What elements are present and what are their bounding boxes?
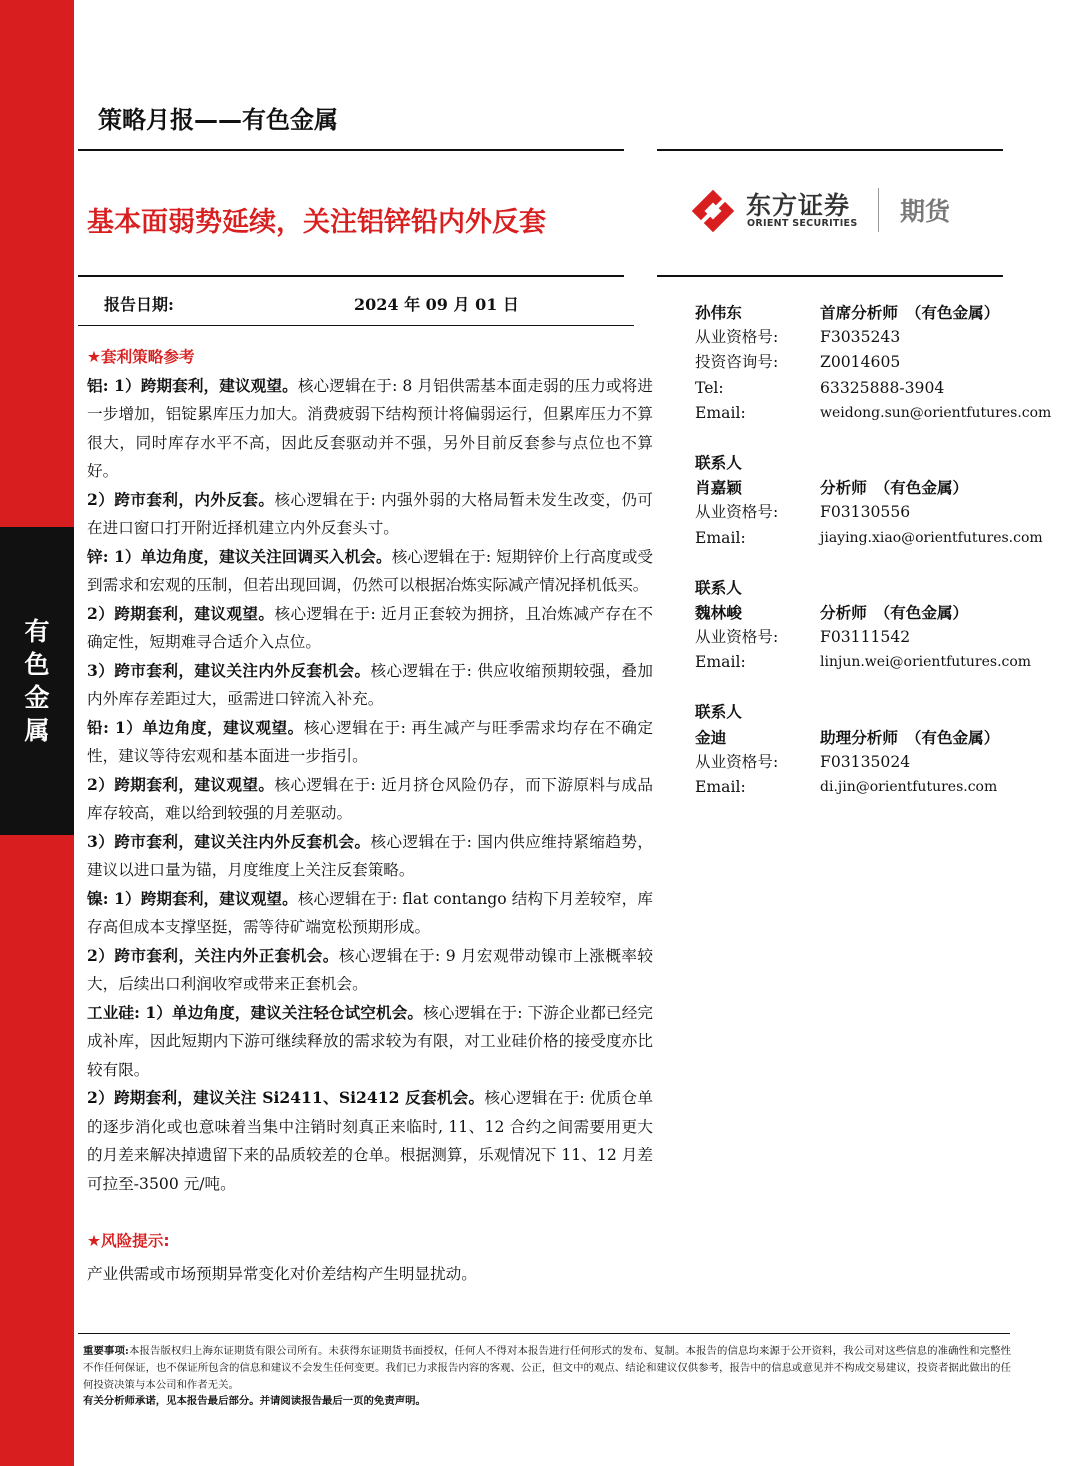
analyst-role: 分析师 （有色金属） xyxy=(820,602,969,622)
analyst-role: 助理分析师 （有色金属） xyxy=(820,727,1000,747)
invest-label: 投资咨询号: xyxy=(695,353,779,372)
analyst-card xyxy=(695,450,1043,551)
side-tab-char: 有 xyxy=(24,617,50,646)
strategy-paragraph: 2）跨期套利，建议观望。核心逻辑在于: 近月正套较为拥挤，且冶炼减产存在不确定性，短期难寻合适介入点位。 xyxy=(87,603,653,651)
strategy-paragraph: 2）跨市套利，关注内外正套机会。核心逻辑在于: 9 月宏观带动镍市上涨概率较大，后续出口利润收窄或带来正套机会。 xyxy=(87,945,653,993)
disclaimer-bottom: 有关分析师承诺，见本报告最后部分。并请阅读报告最后一页的免责声明。 xyxy=(83,1395,426,1408)
email-link[interactable]: di.jin@orientfutures.com xyxy=(820,779,998,795)
company-logo xyxy=(690,186,990,236)
side-tab-char: 金 xyxy=(24,683,50,712)
date-rule xyxy=(78,325,634,326)
email-label: Email: xyxy=(695,403,746,422)
analyst-card xyxy=(695,300,1052,426)
analyst-role: 分析师 （有色金属） xyxy=(820,478,969,498)
email-label: Email: xyxy=(695,653,746,672)
report-series-title: 策略月报——有色金属 xyxy=(98,106,338,134)
analyst-card xyxy=(695,575,1040,676)
side-tab-char: 属 xyxy=(24,716,50,745)
analyst-name: 魏林峻 xyxy=(695,602,742,622)
strategy-paragraph: 2）跨市套利，内外反套。核心逻辑在于: 内强外弱的大格局暂未发生改变，仍可在进口窗口打开附近择机建立内外反套头寸。 xyxy=(87,489,653,537)
contact-label: 联系人 xyxy=(695,702,742,722)
analyst-name: 肖嘉颖 xyxy=(695,478,742,498)
header-rule-left xyxy=(78,149,624,151)
strategy-paragraph: 2）跨期套利，建议观望。核心逻辑在于: 近月挤仓风险仍存，而下游原料与成品库存较高，难以给到较强的月差驱动。 xyxy=(87,774,653,822)
strategy-paragraph: 铝: 1）跨期套利，建议观望。核心逻辑在于: 8 月铝供需基本面走弱的压力或将进一步增加，铝锭累库压力加大。消费疲弱下结构预计将偏弱运行，但累库压力不算很大，同时库存水平不高，因此反套驱动并不强，另外目前反套参与点位也不算好。 xyxy=(87,375,653,480)
strategy-paragraph: 锌: 1）单边角度，建议关注回调买入机会。核心逻辑在于: 短期锌价上行高度或受到需求和宏观的压制，但若出现回调，仍然可以根据冶炼实际减产情况择机低买。 xyxy=(87,546,653,594)
qual-label: 从业资格号: xyxy=(695,628,779,647)
logo-separator xyxy=(878,188,879,232)
email-link[interactable]: jiaying.xiao@orientfutures.com xyxy=(820,529,1043,546)
strategy-paragraph: 工业硅: 1）单边角度，建议关注轻仓试空机会。核心逻辑在于: 下游企业都已经完成补库，因此短期内下游可继续释放的需求较为有限，对工业硅价格的接受度亦比较有限。 xyxy=(87,1002,653,1079)
strategy-heading: ★套利策略参考 xyxy=(87,348,195,366)
report-date-value: 2024 年 09 月 01 日 xyxy=(354,295,519,314)
header-rule-right xyxy=(657,149,1003,151)
email-link[interactable]: weidong.sun@orientfutures.com xyxy=(820,404,1052,421)
qual-number: F03130556 xyxy=(820,503,911,522)
title-rule-left xyxy=(78,275,624,277)
risk-heading: ★风险提示: xyxy=(87,1232,170,1250)
email-label: Email: xyxy=(695,528,746,547)
invest-number: Z0014605 xyxy=(820,353,901,372)
logo-name-cn: 东方证券 xyxy=(746,191,851,220)
qual-number: F3035243 xyxy=(820,328,901,347)
disclaimer-body: 重要事项:本报告版权归上海东证期货有限公司所有。未获得东证期货书面授权，任何人不得对本报告进行任何形式的发布、复制。本报告的信息均来源于公开资料，我公司对这些信息的准确性和完整性不作任何保证，也不保证所包含的信息和建议不会发生任何变更。我们已力求报告内容的客观、公正，但文中的观点、结论和建议仅供参考，报告中的信息或意见并不构成交易建议，投资者据此做出的任何投资决策与本公司和作者无关。 xyxy=(83,1345,1011,1391)
qual-label: 从业资格号: xyxy=(695,328,779,347)
qual-number: F03135024 xyxy=(820,752,911,771)
strategy-paragraph: 3）跨市套利，建议关注内外反套机会。核心逻辑在于: 供应收缩预期较强，叠加内外库存差距过大，亟需进口锌流入补充。 xyxy=(87,660,653,708)
title-rule-right xyxy=(657,275,1003,277)
qual-label: 从业资格号: xyxy=(695,752,779,771)
report-date-label: 报告日期: xyxy=(104,295,174,314)
main-title: 基本面弱势延续，关注铝锌铅内外反套 xyxy=(87,207,546,238)
analyst-role: 首席分析师 （有色金属） xyxy=(820,303,1000,322)
qual-number: F03111542 xyxy=(820,628,911,647)
qual-label: 从业资格号: xyxy=(695,503,779,522)
email-link[interactable]: linjun.wei@orientfutures.com xyxy=(820,654,1032,671)
orient-logo-icon xyxy=(690,188,736,234)
analyst-name: 孙伟东 xyxy=(695,303,742,322)
disclaimer xyxy=(83,1343,1011,1410)
logo-name-en: ORIENT SECURITIES xyxy=(747,218,858,229)
logo-suffix: 期货 xyxy=(900,197,951,226)
analyst-card xyxy=(695,699,1040,800)
sector-side-tab xyxy=(0,527,74,835)
email-label: Email: xyxy=(695,778,746,796)
strategy-paragraph: 镍: 1）跨期套利，建议观望。核心逻辑在于: flat contango 结构下月差较窄，库存高但成本支撑坚挺，需等待矿端宽松预期形成。 xyxy=(87,888,653,936)
strategy-section xyxy=(87,343,653,1198)
tel-label: Tel: xyxy=(695,378,724,397)
footer-rule xyxy=(78,1333,1010,1334)
analyst-name: 金迪 xyxy=(695,727,727,747)
analyst-panel xyxy=(695,300,1052,800)
strategy-paragraph: 铅: 1）单边角度，建议观望。核心逻辑在于: 再生减产与旺季需求均存在不确定性，建议等待宏观和基本面进一步指引。 xyxy=(87,717,653,765)
strategy-paragraph: 3）跨市套利，建议关注内外反套机会。核心逻辑在于: 国内供应维持紧缩趋势，建议以进口量为锚，月度维度上关注反套策略。 xyxy=(87,831,653,879)
contact-label: 联系人 xyxy=(695,577,742,597)
tel-number: 63325888-3904 xyxy=(820,378,945,397)
risk-text: 产业供需或市场预期异常变化对价差结构产生明显扰动。 xyxy=(87,1265,477,1283)
contact-label: 联系人 xyxy=(695,452,742,472)
strategy-paragraph: 2）跨期套利，建议关注 Si2411、Si2412 反套机会。核心逻辑在于: 优质仓单的逐步消化或也意味着当集中注销时刻真正来临时, 11、12 合约之间需要用更大的月差来解决掉遗留下来的品质较差的仓单。根据测算，乐观情况下 11、12 月差可拉至-3500 元/吨。 xyxy=(87,1088,653,1193)
side-tab-char: 色 xyxy=(24,650,50,679)
